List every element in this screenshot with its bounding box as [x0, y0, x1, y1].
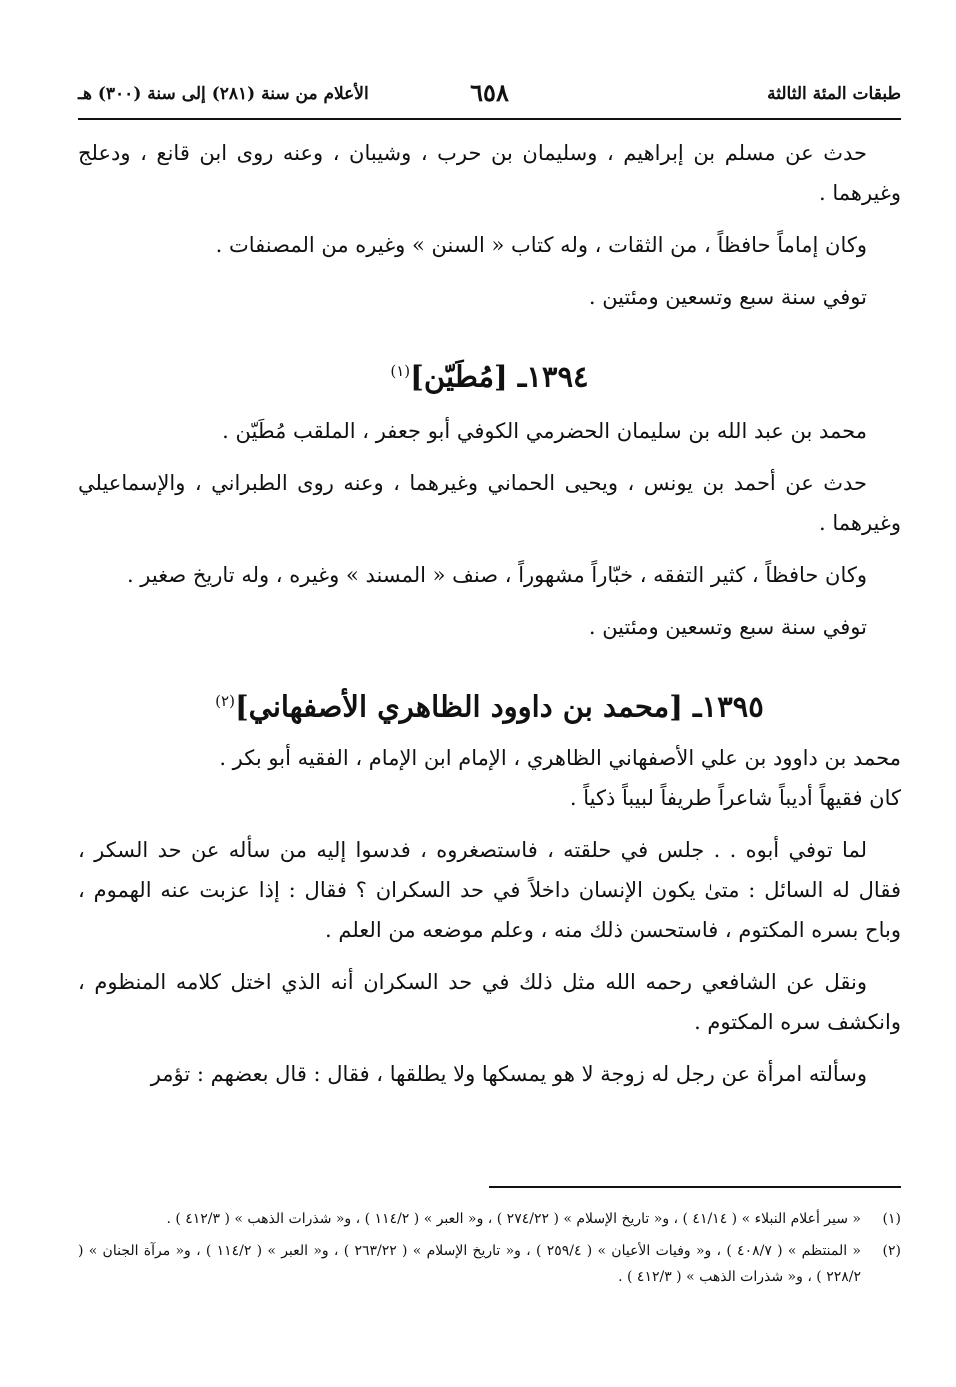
footnote-number: (٢) — [882, 1243, 901, 1259]
paragraph: كان فقيهاً أديباً شاعراً طريفاً لبيباً ذكياً . — [569, 786, 901, 811]
entry-heading-1394 — [78, 351, 901, 397]
entry-heading-1395 — [78, 681, 901, 727]
paragraph: توفي سنة سبع وتسعين ومئتين . — [588, 614, 867, 639]
book-section-title: طبقات المئة الثالثة — [767, 84, 901, 104]
page-number: ٦٥٨ — [470, 78, 509, 107]
paragraph: وكان إماماً حافظاً ، من الثقات ، وله كتاب « السنن » وغيره من المصنفات . — [215, 233, 867, 257]
header-rule — [78, 118, 901, 120]
paragraph: وسألته امرأة عن رجل له زوجة لا هو يمسكها ولا يطلقها ، فقال : قال بعضهم : تؤمر — [150, 1062, 867, 1087]
paragraph: حدث عن مسلم بن إبراهيم ، وسليمان بن حرب ، وشيبان ، وعنه روى ابن قانع ، ودعلج وغيرهما . — [78, 141, 901, 205]
footnote-text: « المنتظم » ( ٤٠٨/٧ ) ، و« وفيات الأعيان » ( ٢٥٩/٤ ) ، و« تاريخ الإسلام » ( ٢٦٣/٢٢ ) ، و« العبر » ( ١١٤/٢ ) ، و« مرآة الجنان » ( ٢٢٨/٢ ) ، و« شذرات الذهب » ( ٤١٢/٣ ) . — [78, 1243, 861, 1285]
entry-title: ١٣٩٥ـ [محمد بن داوود الظاهري الأصفهاني] — [234, 689, 764, 724]
paragraph: محمد بن داوود بن علي الأصفهاني الظاهري ، الإمام ابن الإمام ، الفقيه أبو بكر . — [219, 746, 901, 771]
footnote-ref: (١) — [390, 362, 411, 380]
paragraph: ونقل عن الشافعي رحمه الله مثل ذلك في حد السكران أنه الذي اختل كلامه المنظوم ، وانكشف سره المكتوم . — [78, 970, 901, 1035]
main-text — [78, 133, 901, 1094]
running-header — [78, 78, 901, 112]
paragraph: لما توفي أبوه . . جلس في حلقته ، فاستصغروه ، فدسوا إليه من سأله عن حد السكر ، فقال له السائل : متىٰ يكون الإنسان داخلاً في حد السكران ؟ فقال : إذا عزبت عنه الهموم ، وباح بسره المكتوم ، فاستحسن ذلك منه ، وعلم موضعه من العلم . — [78, 838, 901, 943]
footnote-text: « سير أعلام النبلاء » ( ٤١/١٤ ) ، و« تاريخ الإسلام » ( ٢٧٤/٢٢ ) ، و« العبر » ( ١١٤/٢ ) ، و« شذرات الذهب » ( ٤١٢/٣ ) . — [166, 1211, 861, 1227]
footnote-ref: (٢) — [215, 691, 235, 710]
entry-title: ١٣٩٤ـ [مُطَيّن] — [410, 359, 589, 394]
footnote-number: (١) — [882, 1211, 901, 1227]
footnote — [78, 1238, 901, 1290]
footnote — [78, 1206, 901, 1232]
footnote-rule — [489, 1186, 901, 1188]
paragraph: وكان حافظاً ، كثير التفقه ، خبّاراً مشهوراً ، صنف « المسند » وغيره ، وله تاريخ صغير . — [126, 562, 867, 587]
chapter-range-title: الأعلام من سنة (٢٨١) إلى سنة (٣٠٠) هـ — [78, 84, 369, 104]
paragraph: محمد بن عبد الله بن سليمان الحضرمي الكوفي أبو جعفر ، الملقب مُطَيّن . — [222, 418, 867, 443]
paragraph: حدث عن أحمد بن يونس ، ويحيى الحماني وغيرهما ، وعنه روى الطبراني ، والإسماعيلي وغيرهما . — [78, 470, 901, 535]
paragraph: توفي سنة سبع وتسعين ومئتين . — [588, 285, 867, 309]
footnotes — [78, 1206, 901, 1296]
